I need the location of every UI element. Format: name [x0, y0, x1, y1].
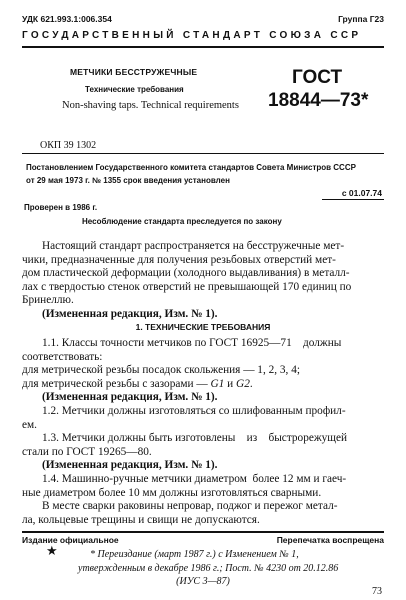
intro-paragraph: [22, 240, 384, 322]
clause-1-1-list: для метрической резьбы посадок скольжения — 1, 2, 3, 4;: [22, 364, 300, 377]
reprint-note-3: (ИУС 3—87): [176, 576, 230, 587]
okp-code: ОКП 39 1302: [40, 140, 97, 151]
clause-1-5-cont: ла, кольцевые трещины и свищи не допускаются.: [22, 513, 260, 526]
intro-line: лах с твердостью стенок отверстий не превышающей 170 единиц по: [22, 280, 352, 293]
intro-line: Настоящий стандарт распространяется на бесстружечные мет-: [42, 240, 345, 252]
decree-line-1: Постановлением Государственного комитета стандартов Совета Министров СССР: [26, 163, 356, 172]
standard-banner: ГОСУДАРСТВЕННЫЙ СТАНДАРТ СОЮЗА ССР: [22, 30, 362, 41]
clearance-text: для метрической резьбы с зазорами —: [22, 377, 211, 390]
clause-1-3: 1.3. Метчики должны быть изготовлены из быстрорежущей: [42, 432, 348, 445]
decree-date: с 01.07.74: [341, 188, 382, 198]
intro-line: дом пластической деформации (холодного выдавливания) в металл-: [22, 267, 350, 280]
intro-line: Бринеллю.: [22, 294, 74, 307]
reprint-prohibited: Перепечатка воспрещена: [276, 535, 384, 545]
clause-1-1-list: [22, 378, 384, 392]
amendment-note: (Измененная редакция, Изм. № 1).: [42, 459, 218, 472]
title-ru: МЕТЧИКИ БЕССТРУЖЕЧНЫЕ: [70, 67, 198, 77]
clause-1-2: 1.2. Метчики должны изготовляться со шлифованным профил-: [42, 404, 346, 417]
amendment-note: (Измененная редакция, Изм. № 1).: [42, 307, 218, 320]
group-code: Группа Г23: [338, 14, 384, 24]
decree-date-rule: [322, 199, 384, 200]
official-edition: Издание официальное: [22, 535, 119, 545]
section-1-body: [22, 337, 384, 527]
clause-1-4: 1.4. Машинно-ручные метчики диаметром более 12 мм и гаеч-: [42, 472, 347, 485]
footer-rule: [22, 531, 384, 533]
reprint-note-1: * Переиздание (март 1987 г.) с Изменением № 1,: [90, 549, 299, 560]
header-rule: [22, 46, 384, 48]
title-en: Non-shaving taps. Technical requirements: [62, 100, 239, 111]
penalty-note: Несоблюдение стандарта преследуется по закону: [82, 217, 282, 226]
page-number: 73: [372, 586, 382, 597]
udc-code: УДК 621.993.1:006.354: [22, 14, 112, 24]
gost-number: 18844—73*: [268, 90, 369, 111]
clause-1-3-cont: стали по ГОСТ 19265—80.: [22, 445, 152, 458]
class-g2: G2: [236, 377, 250, 390]
title-ru-sub: Технические требования: [85, 85, 184, 94]
class-g1: G1: [210, 377, 225, 390]
amendment-note: (Измененная редакция, Изм. № 1).: [42, 391, 218, 404]
period: .: [249, 377, 253, 390]
clause-1-1-cont: соответствовать:: [22, 350, 103, 363]
checked-note: Проверен в 1986 г.: [24, 203, 98, 212]
intro-line: чики, предназначенные для получения резьбовых отверстий мет-: [22, 253, 336, 266]
clause-1-1: 1.1. Классы точности метчиков по ГОСТ 16925—71 должны: [42, 337, 342, 349]
clause-1-4-cont: ные диаметром более 10 мм должны изготовляться сварными.: [22, 486, 322, 499]
section-heading: 1. ТЕХНИЧЕСКИЕ ТРЕБОВАНИЯ: [135, 322, 271, 332]
and-text: и: [224, 377, 237, 390]
clause-1-2-cont: ем.: [22, 418, 37, 431]
decree-line-2: от 29 мая 1973 г. № 1355 срок введения установлен: [26, 176, 230, 185]
star-icon: ★: [46, 543, 58, 558]
gost-label: ГОСТ: [292, 67, 343, 88]
okp-rule: [22, 153, 384, 154]
reprint-note-2: утвержденным в декабре 1986 г.; Пост. № 4230 от 20.12.86: [78, 563, 339, 574]
clause-1-5: В месте сварки раковины непровар, поджог и пережог метал-: [42, 500, 338, 513]
